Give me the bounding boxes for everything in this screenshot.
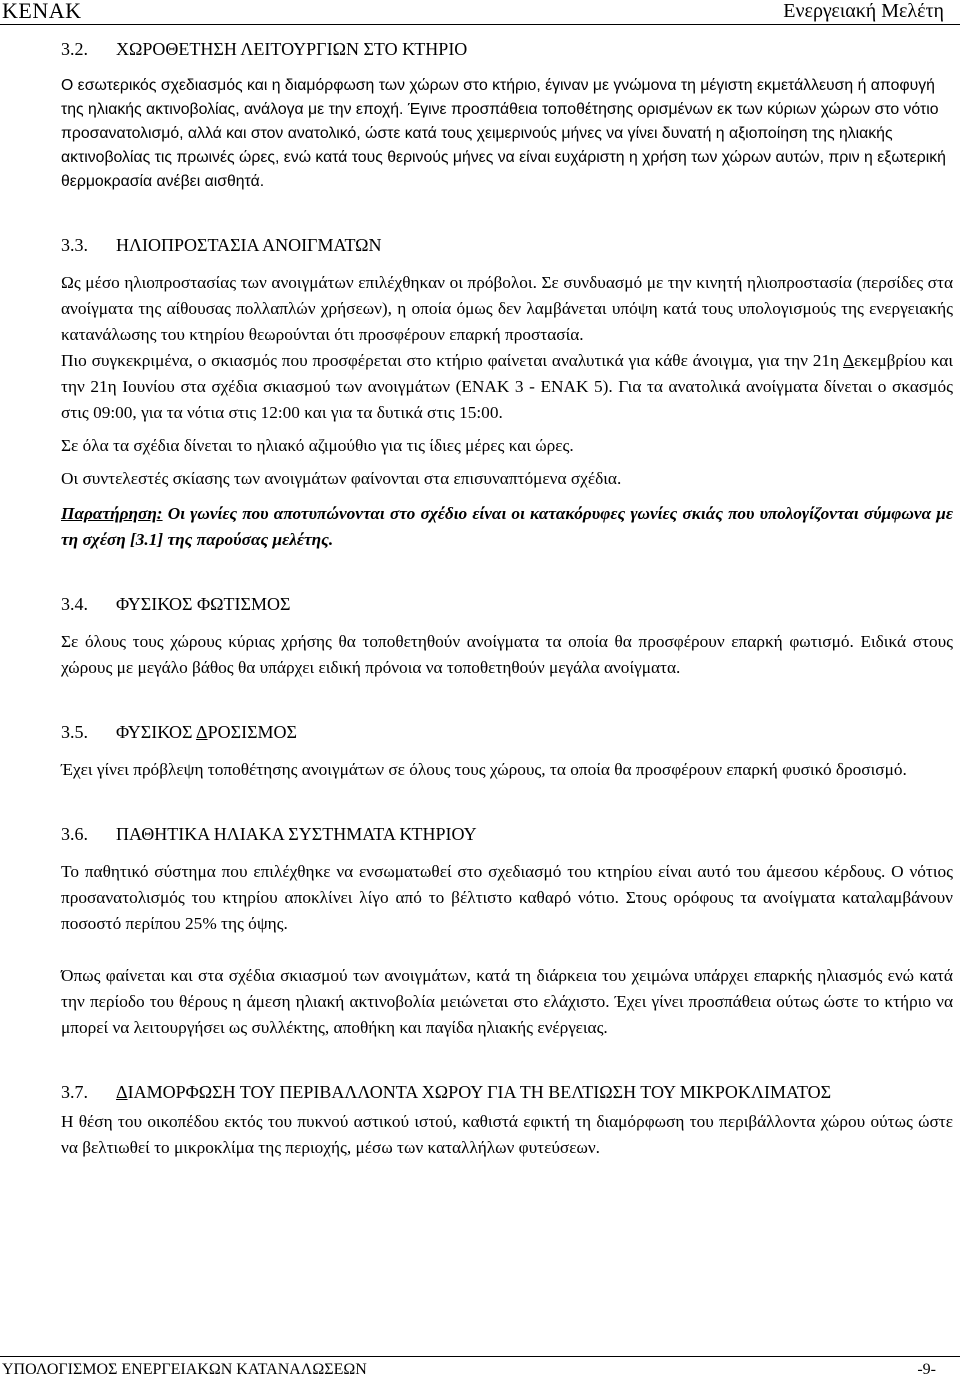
underlined-letter: Δ: [196, 722, 208, 742]
paragraph-3-3-d: Οι συντελεστές σκίασης των ανοιγμάτων φαίνονται στα επισυναπτόμενα σχέδια.: [61, 469, 622, 488]
section-title: ΠΑΘΗΤΙΚΑ ΗΛΙΑΚΑ ΣΥΣΤΗΜΑΤΑ ΚΤΗΡΙΟΥ: [116, 824, 477, 844]
paragraph-3-3-a: Ως μέσο ηλιοπροστασίας των ανοιγμάτων επιλέχθηκαν οι πρόβολοι. Σε συνδυασμό με την κινητή ηλιοπροστασία (περσίδες στα ανοίγματα της αίθουσας πολλαπλών χρήσεων), η οποία όμως δεν λαμβάνεται υπόψη κατά τους υπολογισμούς της ενεργειακής κατανάλωσης του κτηρίου θεωρούνται ότι προσφέρουν επαρκή προστασία.: [61, 273, 953, 344]
section-title: ΧΩΡΟΘΕΤΗΣΗ ΛΕΙΤΟΥΡΓΙΩΝ ΣΤΟ ΚΤΗΡΙΟ: [116, 39, 468, 59]
underlined-letter: Δ: [116, 1082, 128, 1102]
paragraph-text: Πιο συγκεκριμένα, ο σκιασμός που προσφέρεται στο κτήριο φαίνεται αναλυτικά για κάθε άνοιγμα, για την 21η: [61, 351, 844, 370]
title-text: ΙΑΜΟΡΦΩΣΗ ΤΟΥ ΠΕΡΙΒΑΛΛΟΝΤΑ ΧΩΡΟΥ ΓΙΑ ΤΗ ΒΕΛΤΙΩΣΗ ΤΟΥ ΜΙΚΡΟΚΛΙΜΑΤΟΣ: [127, 1082, 832, 1102]
section-number: 3.5.: [61, 722, 88, 742]
section-title: [116, 719, 953, 745]
document-body: [61, 36, 953, 1161]
page-header: [0, 0, 960, 25]
header-right-title: Ενεργειακή Μελέτη: [783, 0, 944, 22]
paragraph-3-6-a: Το παθητικό σύστημα που επιλέχθηκε να ενσωματωθεί στο σχεδιασμό του κτηρίου είναι αυτό του άμεσου κέρδους. Ο νότιος προσανατολισμός του κτηρίου αποκλίνει λίγο από το βέλτιστο καθαρό νότιο. Στους ορόφους τα ανοίγματα καταλαμβάνουν ποσοστό περίπου 25% της όψης.: [61, 862, 953, 933]
paragraph-3-2: Ο εσωτερικός σχεδιασμός και η διαμόρφωση των χώρων στο κτήριο, έγιναν με γνώμονα τη μέγιστη εκμετάλλευση ή αποφυγή της ηλιακής ακτινοβολίας, ανάλογα με την εποχή. Έγινε προσπάθεια τοποθέτησης ορισμένων εκ των κύριων χώρων στο νότιο προσανατολισμό, αλλά και στον ανατολικό, ώστε κατά τους χειμερινούς μήνες να γίνει δυνατή η αξιοποίηση της ηλιακής ακτινοβολίας τις πρωινές ώρες, ενώ κατά τους θερινούς μήνες να είναι ευχάριστη η χρήση των χώρων αυτών, πριν η εξωτερική θερμοκρασία ανέβει αισθητά.: [61, 77, 946, 190]
section-heading-3-2: [61, 36, 953, 62]
paragraph-3-6-b: Όπως φαίνεται και στα σχέδια σκιασμού των ανοιγμάτων, κατά τη διάρκεια του χειμώνα υπάρχει επαρκής ηλιασμός ενώ κατά την περίοδο του θέρους η άμεση ηλιακή ακτινοβολία μειώνεται στο ελάχιστο. Έχει γίνει προσπάθεια ούτως ώστε το κτήριο να μπορεί να λειτουργήσει ως συλλέκτης, αποθήκη και παγίδα ηλιακής ενέργειας.: [61, 966, 953, 1037]
section-heading-3-6: [61, 821, 953, 847]
paragraph-3-7: Η θέση του οικοπέδου εκτός του πυκνού αστικού ιστού, καθιστά εφικτή τη διαμόρφωση του περιβάλλοντα χώρου ούτως ώστε να βελτιωθεί το μικροκλίμα της περιοχής, μέσω των καταλλήλων φυτεύσεων.: [61, 1112, 953, 1157]
section-heading-3-3: [61, 232, 953, 258]
section-number: 3.3.: [61, 235, 88, 255]
note-label: Παρατήρηση:: [61, 504, 163, 523]
note-text: Οι γωνίες που αποτυπώνονται στο σχέδιο είναι οι κατακόρυφες γωνίες σκιάς που υπολογίζονται σύμφωνα με τη σχέση [3.1] της παρούσας μελέτης.: [61, 504, 953, 549]
section-number: 3.2.: [61, 39, 88, 59]
section-heading-3-7: [61, 1079, 953, 1105]
section-heading-3-4: [61, 591, 953, 617]
paragraph-text: εκεμβρίου και την 21η Ιουνίου στα σχέδια σκιασμού των ανοιγμάτων (ΕΝΑΚ 3 - ΕΝΑΚ 5). Για τα ανατολικά ανοίγματα δίνεται ο σκασμός στις 09:00, για τα νότια στις 12:00 και για τα δυτικά στις 15:00.: [61, 351, 953, 422]
paragraph-3-3-b: [61, 348, 953, 426]
section-heading-3-5: [61, 719, 953, 745]
section-number: 3.6.: [61, 824, 88, 844]
section-number: 3.7.: [61, 1082, 88, 1102]
section-number: 3.4.: [61, 594, 88, 614]
section-title: [116, 1079, 953, 1105]
header-left-title: KENAK: [2, 0, 82, 23]
page-number: -9-: [917, 1361, 936, 1378]
paragraph-3-5: Έχει γίνει πρόβλεψη τοποθέτησης ανοιγμάτων σε όλους τους χώρους, τα οποία θα προσφέρουν επαρκή φυσικό δροσισμό.: [61, 760, 907, 779]
underlined-letter: Δ: [843, 351, 855, 370]
section-title: ΦΥΣΙΚΟΣ ΦΩΤΙΣΜΟΣ: [116, 594, 291, 614]
section-title: ΗΛΙΟΠΡΟΣΤΑΣΙΑ ΑΝΟΙΓΜΑΤΩΝ: [116, 235, 382, 255]
page-footer: [0, 1356, 960, 1383]
paragraph-3-3-c: Σε όλα τα σχέδια δίνεται το ηλιακό αζιμούθιο για τις ίδιες μέρες και ώρες.: [61, 436, 574, 455]
note-paragraph: [61, 501, 953, 553]
footer-title: ΥΠΟΛΟΓΙΣΜΟΣ ΕΝΕΡΓΕΙΑΚΩΝ ΚΑΤΑΝΑΛΩΣΕΩΝ: [2, 1361, 367, 1378]
title-text: ΦΥΣΙΚΟΣ: [116, 722, 197, 742]
paragraph-3-4: Σε όλους τους χώρους κύριας χρήσης θα τοποθετηθούν ανοίγματα τα οποία θα προσφέρουν επαρκή φωτισμό. Ειδικά στους χώρους με μεγάλο βάθος θα υπάρχει ειδική πρόνοια να τοποθετηθούν μεγάλα ανοίγματα.: [61, 632, 953, 677]
title-text: ΡΟΣΙΣΜΟΣ: [207, 722, 298, 742]
